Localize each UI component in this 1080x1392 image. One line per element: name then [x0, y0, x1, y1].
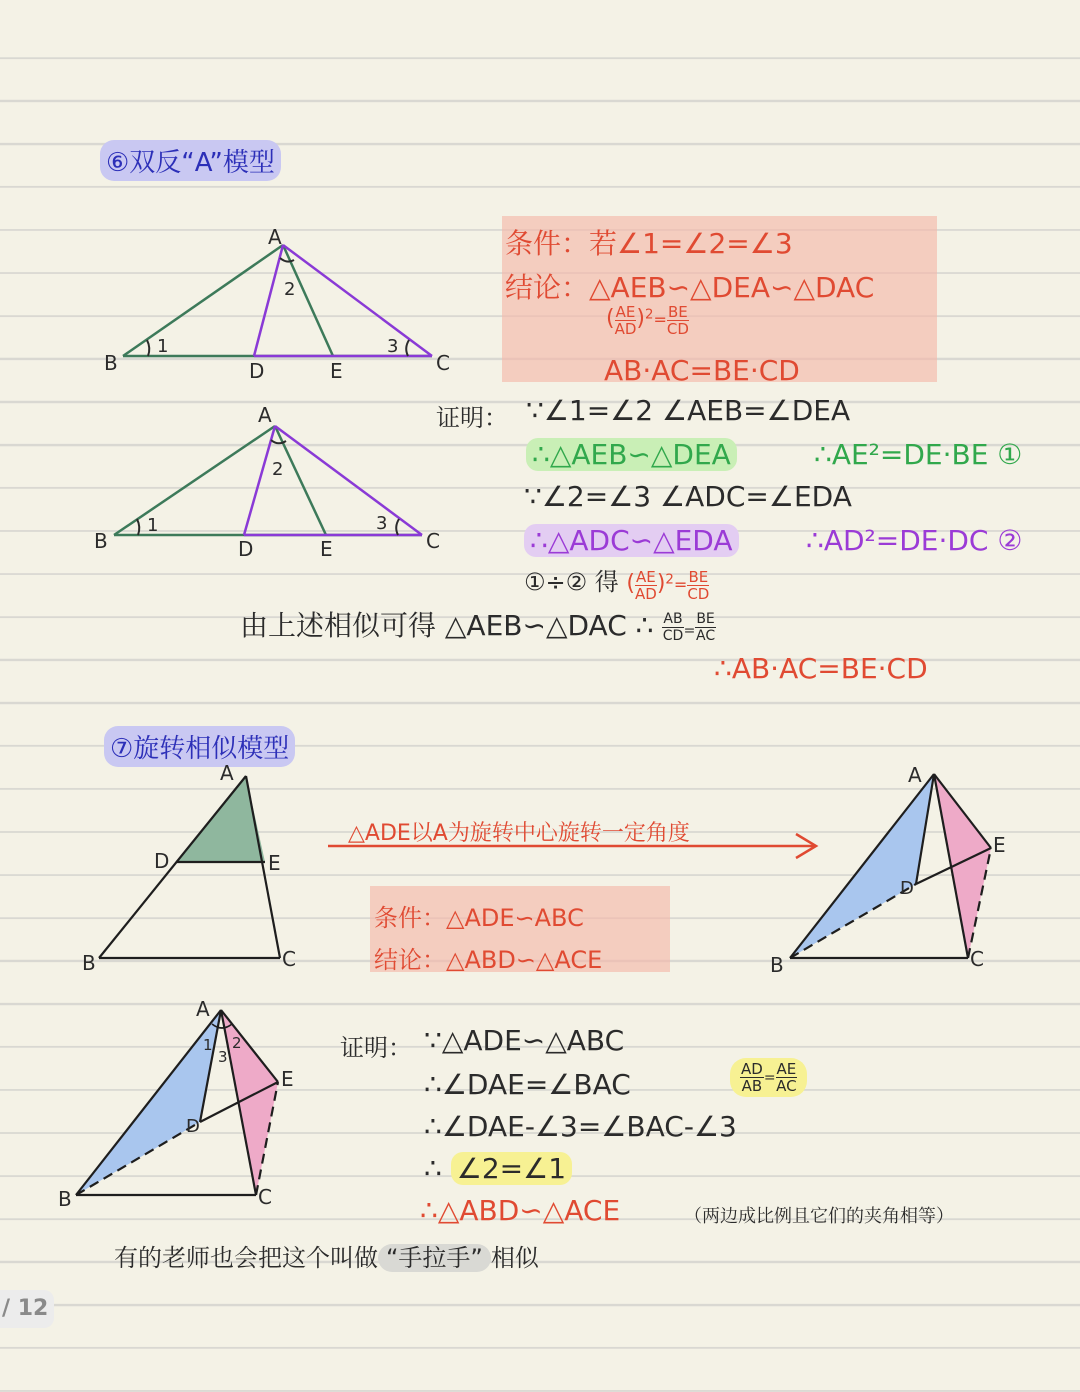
proof6-line5-frac: ( $\frac{AE}{AD}$ )$^2$= $\frac{BE}{CD}$	[626, 568, 710, 603]
fig7c-label-B: B	[58, 1187, 72, 1211]
proof7-line1: ∵△ADE∽△ABC	[424, 1024, 625, 1057]
section7-title: ⑦旋转相似模型	[104, 726, 295, 767]
ratio-eq: =	[653, 310, 667, 329]
condition7-text: 条件：△ADE∽ABC	[374, 904, 584, 932]
proof7-line4	[424, 1152, 572, 1185]
fig6b-label-A: A	[258, 403, 272, 427]
fig7c-label-C: C	[258, 1185, 272, 1209]
ratio-rhs-num: BE	[668, 303, 688, 321]
fig7c-angle-3: 3	[218, 1048, 228, 1066]
p6-l6-num1: AB	[663, 610, 683, 627]
fig6a-label-B: B	[104, 351, 118, 375]
fig6a-label-E: E	[330, 359, 343, 383]
fig6a-label-D: D	[249, 359, 265, 383]
p6-l5-exp: 2	[665, 572, 674, 588]
proof7-line3: ∴∠DAE-∠3=∠BAC-∠3	[424, 1110, 737, 1143]
footer-prefix: 有的老师也会把这个叫做	[114, 1244, 378, 1272]
fig7b-label-B: B	[770, 953, 784, 977]
fig7b-label-C: C	[970, 947, 984, 971]
proof6-line1: ∵∠1=∠2 ∠AEB=∠DEA	[526, 394, 851, 427]
fig6b-label-D: D	[238, 537, 254, 561]
fig7c-label-D: D	[186, 1116, 200, 1137]
proof6-line5-text: ①÷② 得	[524, 568, 619, 596]
fig6b-label-E: E	[320, 537, 333, 561]
proof7-line4-hl: ∠2=∠1	[451, 1152, 572, 1185]
fig7b-label-D: D	[900, 878, 914, 899]
fig6a-angle-2: 2	[284, 279, 296, 300]
fig6a-label-A: A	[268, 225, 282, 249]
proof7-label: 证明：	[340, 1034, 412, 1062]
fig7a-label-E: E	[268, 851, 281, 875]
fig6a-label-C: C	[436, 351, 450, 375]
fig6a-angle-3: 3	[387, 336, 399, 357]
fig7c-label-A: A	[196, 997, 210, 1021]
ratio-exp: 2	[645, 307, 654, 323]
fig7a-label-D: D	[154, 849, 170, 873]
p6-l5-eq: =	[673, 575, 688, 594]
section6-title: ⑥双反“A”模型	[100, 140, 281, 181]
fig6b-angle-1: 1	[147, 515, 159, 536]
ratio-formula: ( $\frac{AE}{AD}$ )$^2$= $\frac{BE}{CD}$	[606, 303, 689, 338]
condition-text: 条件：若∠1=∠2=∠3	[505, 227, 793, 260]
proof6-line6: 由上述相似可得 △AEB∽△DAC ∴ $\frac{AB}{CD}$ = $\frac{BE}{AC}$	[240, 609, 716, 644]
proof6-line4b: ∴AD²=DE·DC ②	[806, 524, 1023, 557]
p7-fden2: AC	[776, 1077, 797, 1095]
fig6b-angle-3: 3	[376, 513, 388, 534]
fig7a-label-C: C	[282, 947, 296, 971]
proof7-line5-note: （两边成比例且它们的夹角相等）	[684, 1206, 954, 1227]
proof6-label: 证明：	[436, 404, 508, 432]
fig6b-label-C: C	[426, 529, 440, 553]
proof6-line3: ∵∠2=∠3 ∠ADC=∠EDA	[524, 480, 852, 513]
fig7a-label-B: B	[82, 951, 96, 975]
rotation-arrow-text: △ADE以A为旋转中心旋转一定角度	[348, 821, 690, 846]
fig7c-angle-2: 2	[232, 1034, 242, 1052]
proof6-line2b: ∴AE²=DE·BE ①	[814, 438, 1023, 471]
fig7c-label-E: E	[281, 1067, 294, 1091]
fig7c-angle-1: 1	[203, 1036, 213, 1054]
p6-l5-num: AE	[636, 568, 656, 586]
ratio-num: AE	[615, 303, 636, 321]
proof6-line6-text: 由上述相似可得 △AEB∽△DAC ∴	[240, 609, 654, 642]
fig6b-label-B: B	[94, 529, 108, 553]
conclusion7-text: 结论：△ABD∽△ACE	[374, 946, 603, 974]
proof7-line5: ∴△ABD∽△ACE	[420, 1194, 621, 1227]
page-indicator[interactable]: / 12	[0, 1290, 54, 1328]
footer-highlight: “手拉手”	[378, 1244, 491, 1272]
fig7a-label-A: A	[220, 761, 234, 785]
ratio-den: AD	[614, 320, 637, 338]
p6-l6-den2: AC	[695, 627, 716, 644]
proof6-line2a-hl: ∴△AEB∽△DEA	[526, 438, 737, 471]
p7-fnum1: AD	[741, 1060, 763, 1078]
proof7-line4-prefix: ∴	[424, 1152, 442, 1185]
proof6-line4a-hl: ∴△ADC∽△EDA	[524, 524, 739, 557]
p6-l5-den: AD	[635, 585, 657, 603]
p7-fden1: AB	[741, 1077, 763, 1095]
p6-l6-num2: BE	[696, 610, 715, 627]
proof6-line7: ∴AB·AC=BE·CD	[714, 652, 928, 685]
product-text: AB·AC=BE·CD	[604, 354, 800, 387]
conclusion-text: 结论：△AEB∽△DEA∽△DAC	[505, 271, 875, 304]
fig6b-angle-2: 2	[272, 459, 284, 480]
footer-suffix: 相似	[490, 1244, 539, 1272]
p6-l5-rnum: BE	[688, 568, 709, 586]
proof7-line2: ∴∠DAE=∠BAC	[424, 1068, 631, 1101]
proof7-frac: $\frac{AD}{AB}$ = $\frac{AE}{AC}$	[730, 1058, 807, 1097]
fig6a-angle-1: 1	[157, 336, 169, 357]
footer-note	[114, 1238, 539, 1273]
ratio-rhs-den: CD	[666, 320, 689, 338]
p7-fnum2: AE	[776, 1060, 797, 1078]
p6-l6-den1: CD	[662, 627, 684, 644]
p6-l5-rden: CD	[687, 585, 710, 603]
fig7b-label-A: A	[908, 763, 922, 787]
fig7b-label-E: E	[993, 833, 1006, 857]
